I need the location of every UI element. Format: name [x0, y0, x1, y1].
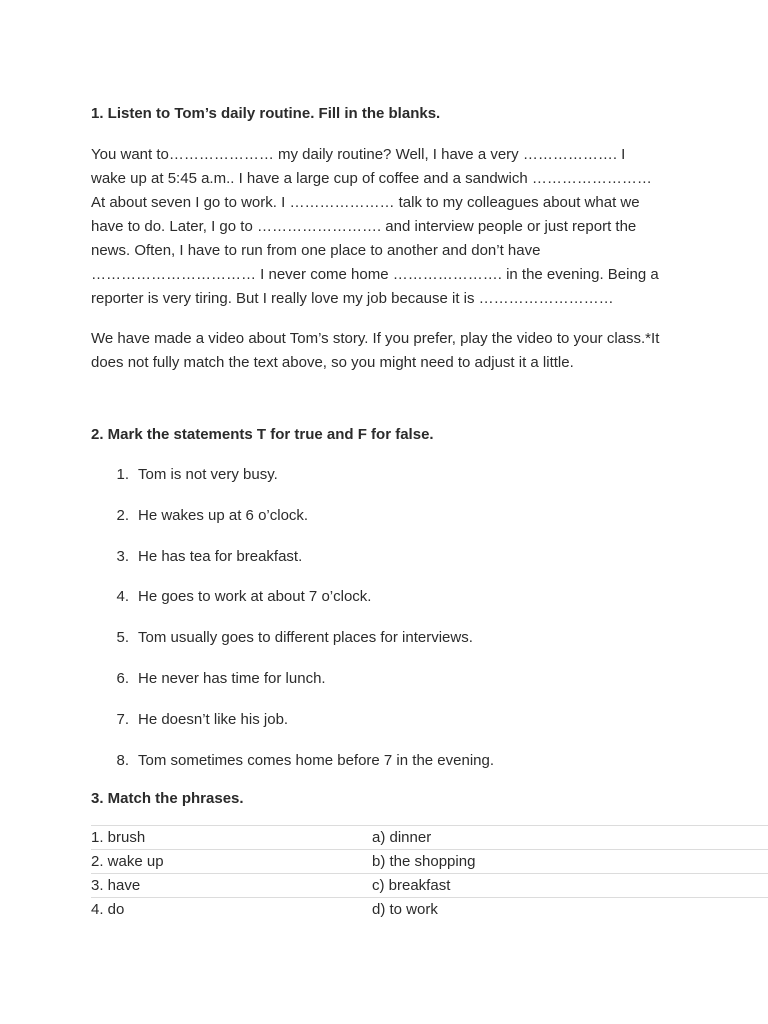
section-2-title: 2. Mark the statements T for true and F for false.	[91, 426, 434, 443]
item-text: Tom is not very busy.	[138, 466, 278, 483]
item-text: He doesn’t like his job.	[138, 711, 289, 728]
paragraph-line: reporter is very tiring. But I really love my job because it is ………………………	[91, 290, 614, 307]
paragraph-line: You want to………………… my daily routine? Well, I have a very ………………. I	[91, 146, 626, 163]
item-text: He wakes up at 6 o’clock.	[138, 507, 309, 524]
fill-in-paragraph	[91, 143, 691, 311]
table-cell-left: 4. do	[91, 898, 372, 922]
table-cell-right: c) breakfast	[372, 874, 768, 898]
paragraph-line: have to do. Later, I go to ……………………. and interview people or just report the	[91, 218, 637, 235]
note-line: We have made a video about Tom’s story. If you prefer, play the video to your class.*It	[91, 330, 660, 347]
paragraph-line: wake up at 5:45 a.m.. I have a large cup of coffee and a sandwich ……………………	[91, 170, 652, 187]
item-number: 6.	[116, 670, 129, 687]
item-number: 8.	[116, 752, 129, 769]
note-line: does not fully match the text above, so you might need to adjust it a little.	[91, 354, 574, 371]
paragraph-line: news. Often, I have to run from one place to another and don’t have	[91, 242, 541, 259]
worksheet-page	[91, 0, 768, 1024]
table-cell-right: b) the shopping	[372, 850, 768, 874]
paragraph-line: …………………………… I never come home …………………. in the evening. Being a	[91, 266, 659, 283]
video-note	[91, 327, 691, 375]
table-row	[91, 826, 768, 850]
table-row	[91, 850, 768, 874]
paragraph-line: At about seven I go to work. I ………………… talk to my colleagues about what we	[91, 194, 640, 211]
table-row	[91, 898, 768, 922]
item-number: 5.	[116, 629, 129, 646]
item-number: 7.	[116, 711, 129, 728]
item-number: 3.	[116, 548, 129, 565]
item-text: Tom sometimes comes home before 7 in the evening.	[138, 752, 495, 769]
table-cell-right: d) to work	[372, 898, 768, 922]
table-cell-right: a) dinner	[372, 826, 768, 850]
match-table	[91, 825, 768, 921]
item-number: 4.	[116, 588, 129, 605]
table-cell-left: 2. wake up	[91, 850, 372, 874]
item-text: He never has time for lunch.	[138, 670, 326, 687]
section-3-title: 3. Match the phrases.	[91, 790, 244, 807]
table-row	[91, 874, 768, 898]
item-number: 1.	[116, 466, 129, 483]
item-number: 2.	[116, 507, 129, 524]
section-1-title: 1. Listen to Tom’s daily routine. Fill in the blanks.	[91, 105, 441, 122]
item-text: Tom usually goes to different places for interviews.	[138, 629, 473, 646]
table-cell-left: 1. brush	[91, 826, 372, 850]
item-text: He goes to work at about 7 o’clock.	[138, 588, 372, 605]
table-cell-left: 3. have	[91, 874, 372, 898]
item-text: He has tea for breakfast.	[138, 548, 303, 565]
